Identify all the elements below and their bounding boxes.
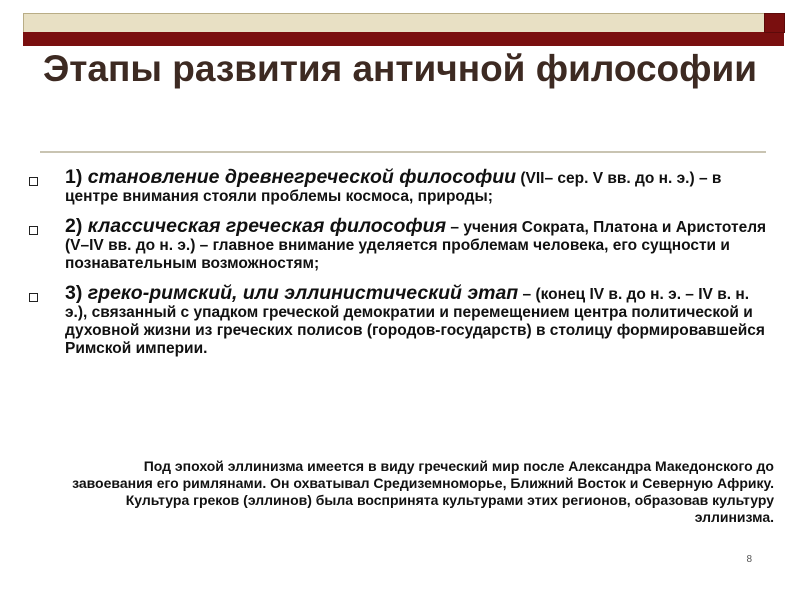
- item-heading-text: становление древнегреческой философии: [87, 166, 517, 188]
- list-item: [25, 168, 775, 206]
- slide-title: Этапы развития античной философии: [42, 48, 758, 89]
- item-text: – (конец IV в. до н. э. – IV в. н. э.), связанный с упадком греческой демократии и перемещением центра политической и духовной жизни из греческих полисов (городов-государств) в столицу формировавшейся Римской империи.: [65, 286, 765, 357]
- item-number: 2): [65, 215, 83, 237]
- square-bullet-icon: [29, 226, 38, 235]
- item-number: 1): [65, 166, 83, 188]
- title-divider: [40, 151, 766, 153]
- item-heading: [65, 215, 446, 237]
- list-item: [25, 284, 775, 358]
- page-number: 8: [746, 554, 752, 565]
- list-item: [25, 217, 775, 273]
- item-heading: [65, 166, 516, 188]
- item-heading: [65, 282, 518, 304]
- item-heading-text: греко-римский, или эллинистический этап: [87, 282, 519, 304]
- item-text: (VII– сер. V вв. до н. э.) – в центре внимания стояли проблемы космоса, природы;: [65, 170, 722, 205]
- item-heading-text: классическая греческая философия: [87, 215, 447, 237]
- corner-square: [764, 13, 785, 33]
- header-bar: [23, 13, 766, 33]
- square-bullet-icon: [29, 293, 38, 302]
- footnote-text: Под эпохой эллинизма имеется в виду греческий мир после Александра Македонского до завоевания его римлянами. Он охватывал Средиземноморье, Ближний Восток и Северную Африку. Культура греков (эллинов) была воспринята культурами этих регионов, образовав культуру эллинизма.: [72, 458, 774, 525]
- bullet-list: [25, 168, 775, 369]
- item-text: – учения Сократа, Платона и Аристотеля (V–IV вв. до н. э.) – главное внимание уделяется проблемам человека, его сущности и познавательным возможностям;: [65, 219, 767, 272]
- square-bullet-icon: [29, 177, 38, 186]
- item-number: 3): [65, 282, 83, 304]
